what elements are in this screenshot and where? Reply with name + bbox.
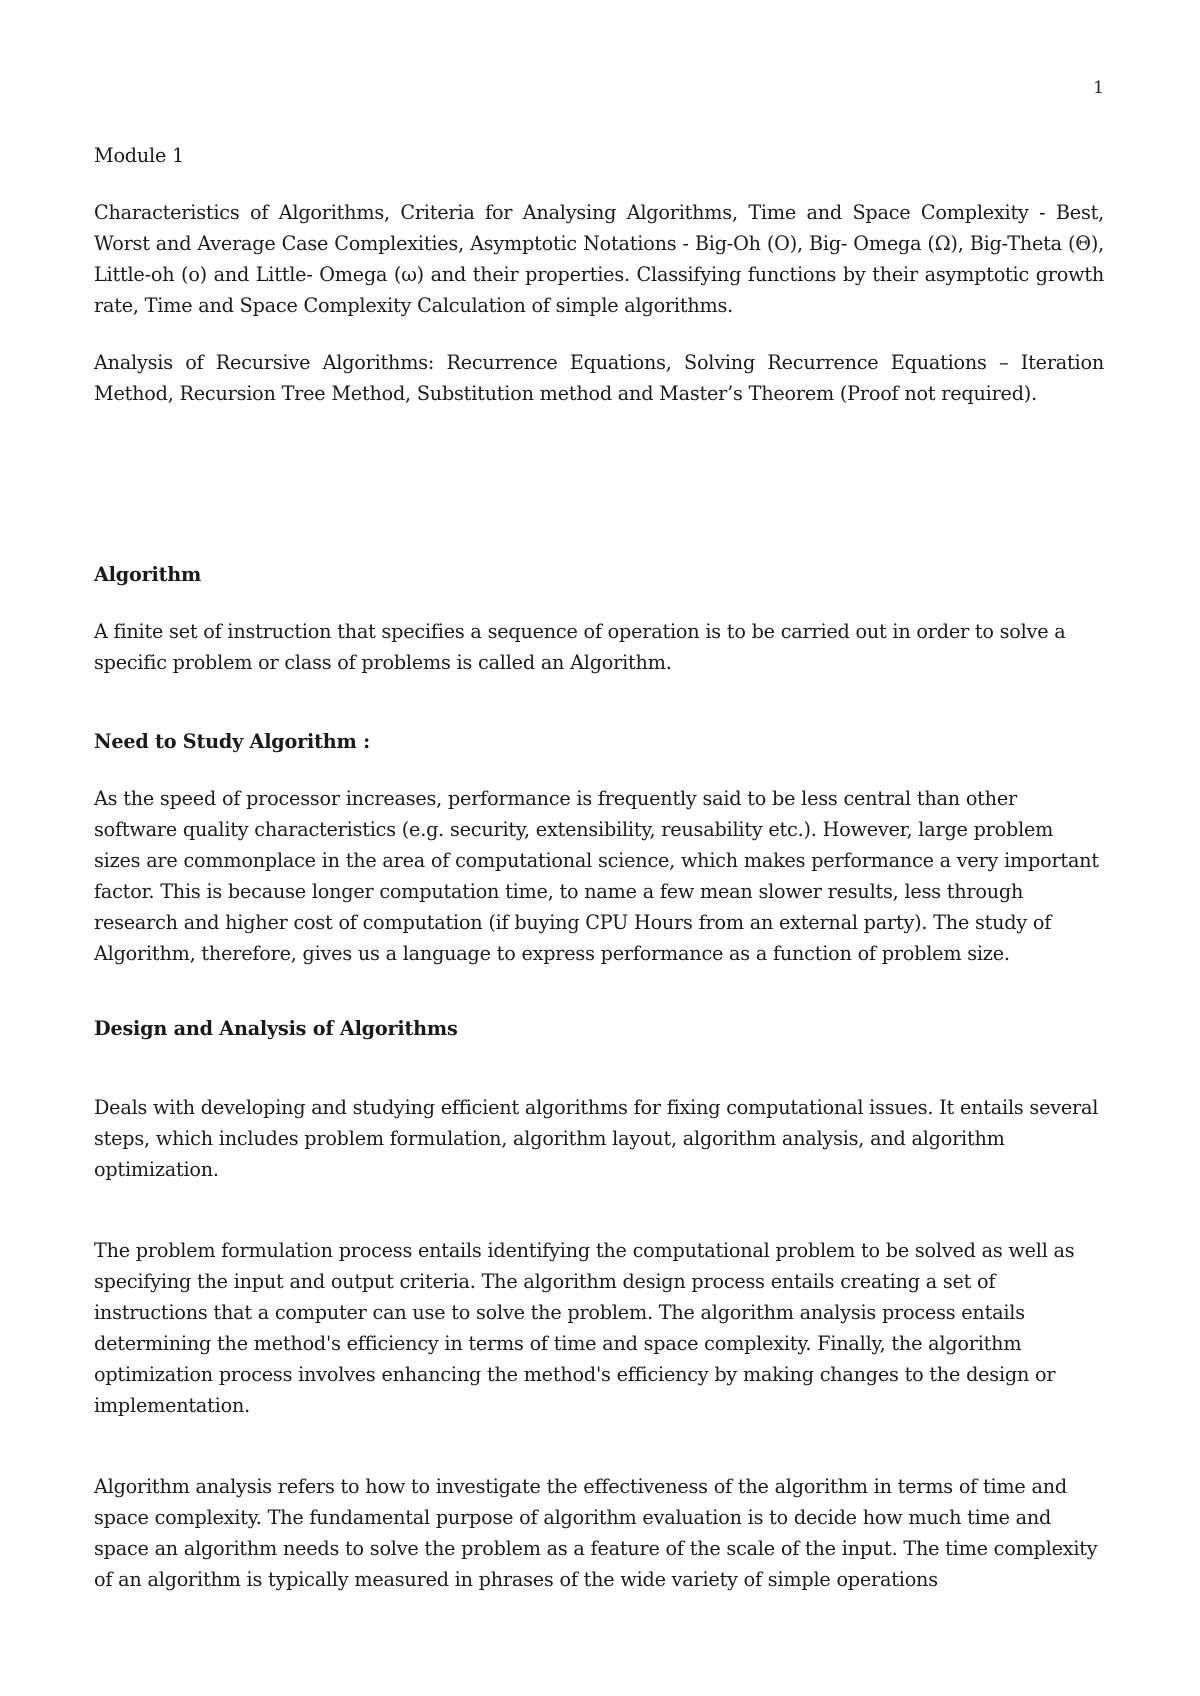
module-title: Module 1 [94, 144, 185, 167]
algorithm-definition: A finite set of instruction that specifies a sequence of operation is to be carried out in order to solve a specific problem or class of problems is called an Algorithm. [94, 620, 1066, 674]
need-to-study-body: As the speed of processor increases, performance is frequently said to be less central than other software quality characteristics (e.g. security, extensibility, reusability etc.). However, large problem sizes are commonplace in the area of computational science, which makes performance a very important factor. This is because longer computation time, to name a few mean slower results, less through research and higher cost of computation (if buying CPU Hours from an external party). The study of Algorithm, therefore, gives us a language to express performance as a function of problem size. [94, 787, 1099, 965]
syllabus-paragraph-2: Analysis of Recursive Algorithms: Recurrence Equations, Solving Recurrence Equations – Iteration Method, Recursion Tree Method, Substitution method and Master’s Theorem (Proof not required). [94, 351, 1104, 405]
algorithm-heading: Algorithm [94, 563, 202, 586]
design-analysis-heading: Design and Analysis of Algorithms [94, 1017, 458, 1040]
syllabus-paragraph-1: Characteristics of Algorithms, Criteria for Analysing Algorithms, Time and Space Complexity - Best, Worst and Average Case Complexities, Asymptotic Notations - Big-Oh (O), Big- Omega (Ω), Big-Theta (Θ), Little-oh (o) and Little- Omega (ω) and their properties. Classifying functions by their asymptotic growth rate, Time and Space Complexity Calculation of simple algorithms. [94, 201, 1104, 317]
page-number: 1 [1093, 78, 1104, 98]
design-paragraph-3: Algorithm analysis refers to how to investigate the effectiveness of the algorithm in terms of time and space complexity. The fundamental purpose of algorithm evaluation is to decide how much time and space an algorithm needs to solve the problem as a feature of the scale of the input. The time complexity of an algorithm is typically measured in phrases of the wide variety of simple operations [94, 1475, 1098, 1591]
design-paragraph-2: The problem formulation process entails identifying the computational problem to be solved as well as specifying the input and output criteria. The algorithm design process entails creating a set of instructions that a computer can use to solve the problem. The algorithm analysis process entails determining the method's efficiency in terms of time and space complexity. Finally, the algorithm optimization process involves enhancing the method's efficiency by making changes to the design or implementation. [94, 1239, 1075, 1417]
design-paragraph-1: Deals with developing and studying efficient algorithms for fixing computational issues. It entails several steps, which includes problem formulation, algorithm layout, algorithm analysis, and algorithm optimization. [94, 1096, 1099, 1181]
need-to-study-heading: Need to Study Algorithm : [94, 730, 370, 753]
document-page [94, 140, 1104, 1595]
